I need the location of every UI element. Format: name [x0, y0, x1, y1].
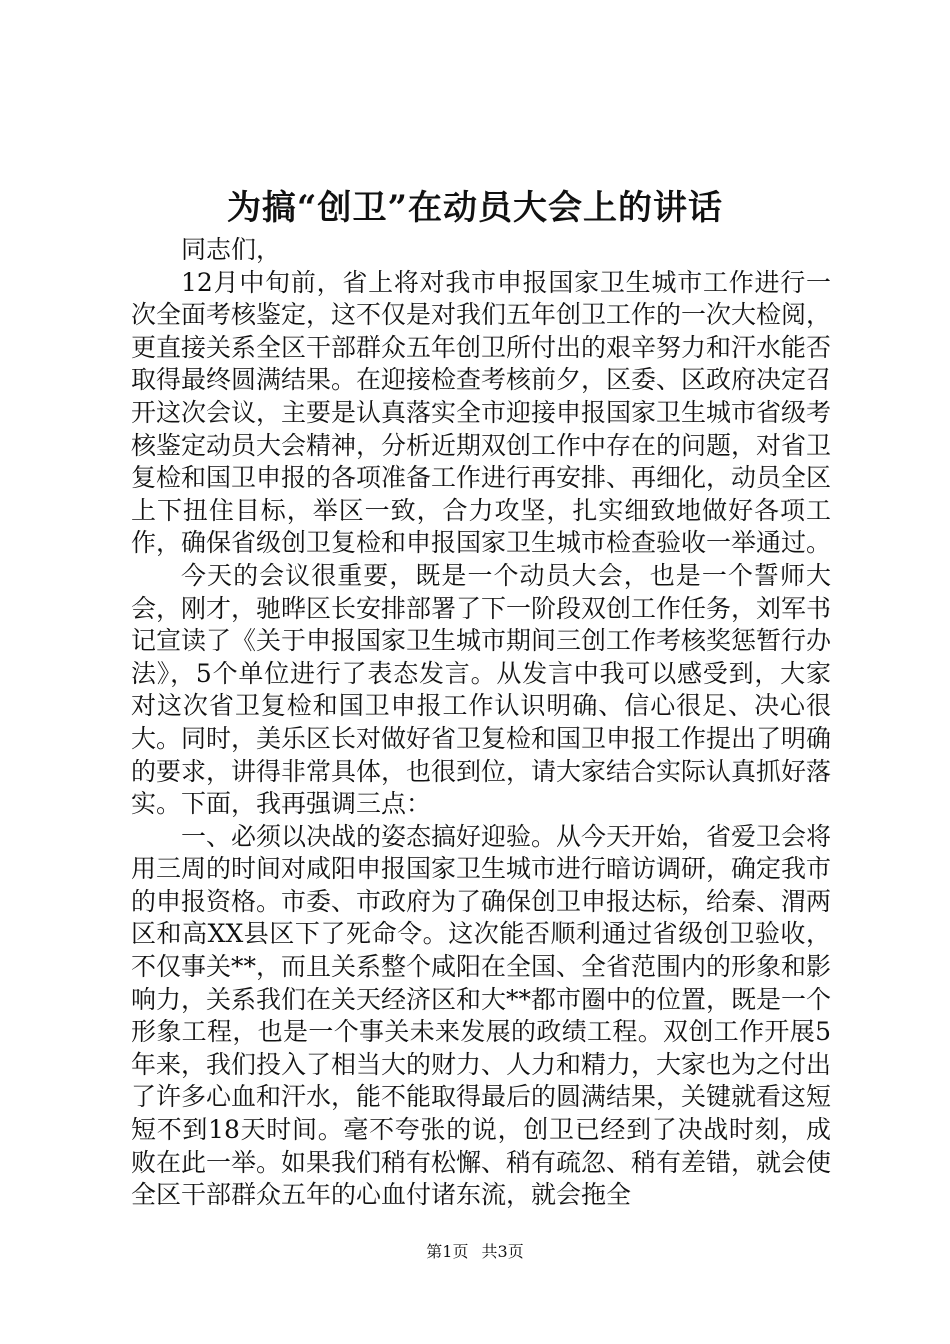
salutation-paragraph: 同志们， — [181, 235, 282, 264]
page-total: 共3页 — [481, 1242, 524, 1261]
document-title: 为搞“创卫”在动员大会上的讲话 — [226, 188, 724, 228]
document-body — [131, 234, 831, 1212]
body-paragraph: 今天的会议很重要，既是一个动员大会，也是一个誓师大会，刚才，驰晔区长安排部署了下一阶段双创工作任务，刘军书记宣读了《关于申报国家卫生城市期间三创工作考核奖惩暂行办法》，5个单位进行了表态发言。从发言中我可以感受到，大家对这次省卫复检和国卫申报工作认识明确、信心很足、决心很大。同时，美乐区长对做好省卫复检和国卫申报工作提出了明确的要求，讲得非常具体，也很到位，请大家结合实际认真抓好落实。下面，我再强调三点： — [131, 560, 832, 819]
page-number: 第1页 — [426, 1242, 469, 1261]
page-footer — [0, 1241, 950, 1263]
body-paragraph: 一、必须以决战的姿态搞好迎验。从今天开始，省爱卫会将用三周的时间对咸阳申报国家卫生城市进行暗访调研，确定我市的申报资格。市委、市政府为了确保创卫申报达标，给秦、渭两区和高XX县区下了死命令。这次能否顺利通过省级创卫验收，不仅事关**，而且关系整个咸阳在全国、全省范围内的形象和影响力，关系我们在关天经济区和大**都市圈中的位置，既是一个形象工程，也是一个事关未来发展的政绩工程。双创工作开展5年来，我们投入了相当大的财力、人力和精力，大家也为之付出了许多心血和汗水，能不能取得最后的圆满结果，关键就看这短短不到18天时间。毫不夸张的说，创卫已经到了决战时刻，成败在此一举。如果我们稍有松懈、稍有疏忽、稍有差错，就会使全区干部群众五年的心血付诸东流，就会拖全 — [131, 821, 832, 1210]
body-paragraph: 12月中旬前，省上将对我市申报国家卫生城市工作进行一次全面考核鉴定，这不仅是对我们五年创卫工作的一次大检阅，更直接关系全区干部群众五年创卫所付出的艰辛努力和汗水能否取得最终圆满结果。在迎接检查考核前夕，区委、区政府决定召开这次会议，主要是认真落实全市迎接申报国家卫生城市省级考核鉴定动员大会精神，分析近期双创工作中存在的问题，对省卫复检和国卫申报的各项准备工作进行再安排、再细化，动员全区上下扭住目标，举区一致，合力攻坚，扎实细致地做好各项工作，确保省级创卫复检和申报国家卫生城市检查验收一举通过。 — [131, 267, 832, 558]
